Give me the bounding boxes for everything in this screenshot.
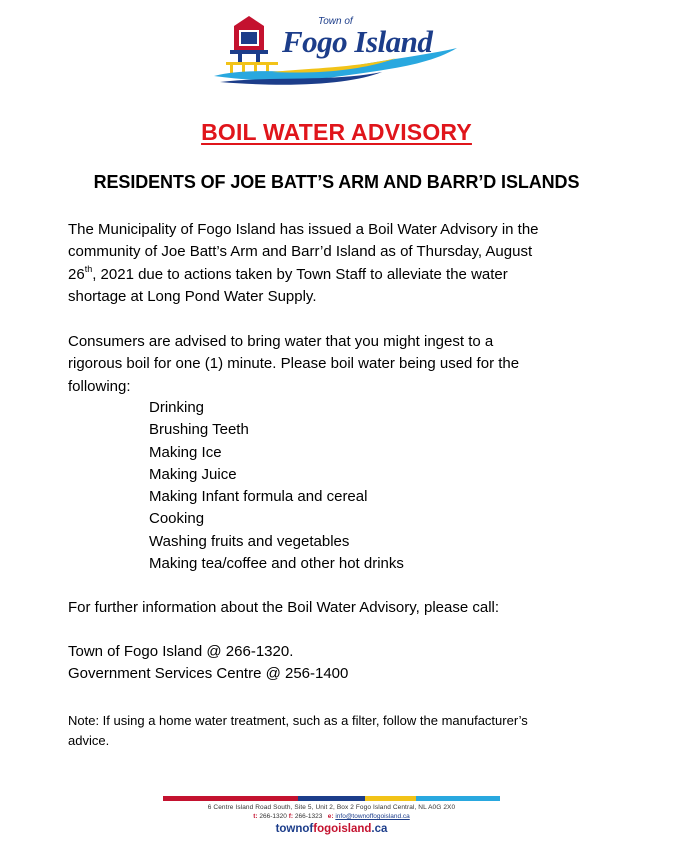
date-day: 26 <box>68 265 85 283</box>
phone-label: t: <box>253 813 258 820</box>
intro-line: The Municipality of Fogo Island has issued a Boil Water Advisory in the <box>68 221 539 238</box>
instruction-line: Consumers are advised to bring water that you might ingest to a <box>68 333 494 350</box>
list-item: Brushing Teeth <box>149 421 249 439</box>
phone-number: 266-1320 <box>259 813 287 820</box>
fax-label: f: <box>288 813 294 820</box>
fax-number: 266-1323 <box>294 813 323 820</box>
logo-main-text: Fogo Island <box>282 24 433 59</box>
list-item: Making tea/coffee and other hot drinks <box>149 555 404 573</box>
list-item: Making Juice <box>149 465 237 483</box>
town-contact: Town of Fogo Island @ 266-1320. <box>68 643 294 660</box>
site-suffix: .ca <box>371 823 388 835</box>
intro-line-rest: , 2021 due to actions taken by Town Staff to alleviate the water <box>92 265 508 283</box>
list-item: Cooking <box>149 510 205 528</box>
instruction-line: rigorous boil for one (1) minute. Please boil water being used for the <box>68 355 520 373</box>
advisory-subtitle: RESIDENTS OF JOE BATT’S ARM AND BARR’D ISLANDS <box>93 172 580 192</box>
footer-color-stripe <box>163 796 500 801</box>
list-item: Drinking <box>149 399 205 416</box>
email-link[interactable]: info@townoffogoisland.ca <box>335 813 410 820</box>
contact-list <box>68 641 348 686</box>
town-logo <box>212 12 462 88</box>
footer-address: 6 Centre Island Road South, Site 5, Unit 2, Box 2 Fogo Island Central, NL A0G 2X0 <box>207 804 456 811</box>
further-info: For further information about the Boil Water Advisory, please call: <box>68 599 500 616</box>
gov-contact: Government Services Centre @ 256-1400 <box>68 665 349 683</box>
list-item: Making Infant formula and cereal <box>149 488 368 506</box>
note-line: Note: If using a home water treatment, such as a filter, follow the manufacturer’s <box>68 713 528 728</box>
email-label: e: <box>327 813 334 820</box>
instruction-line: following: <box>68 377 131 395</box>
advisory-title: BOIL WATER ADVISORY <box>201 119 472 145</box>
intro-line: community of Joe Batt’s Arm and Barr’d Island as of Thursday, August <box>68 243 533 261</box>
footer-contact-line <box>163 813 500 820</box>
website-link[interactable] <box>163 823 500 835</box>
date-suffix: th <box>84 263 93 274</box>
list-item: Washing fruits and vegetables <box>149 532 350 550</box>
logo-small-text: Town of <box>318 16 353 27</box>
boil-instructions <box>68 331 598 398</box>
uses-list <box>149 397 404 575</box>
site-prefix: townof <box>275 823 314 835</box>
list-item: Making Ice <box>149 443 222 461</box>
footer <box>163 796 500 835</box>
intro-paragraph <box>68 219 598 308</box>
site-brand: fogoisland <box>313 823 372 835</box>
intro-line <box>68 264 598 286</box>
note <box>68 711 613 751</box>
note-line: advice. <box>68 733 110 748</box>
intro-line: shortage at Long Pond Water Supply. <box>68 287 317 305</box>
